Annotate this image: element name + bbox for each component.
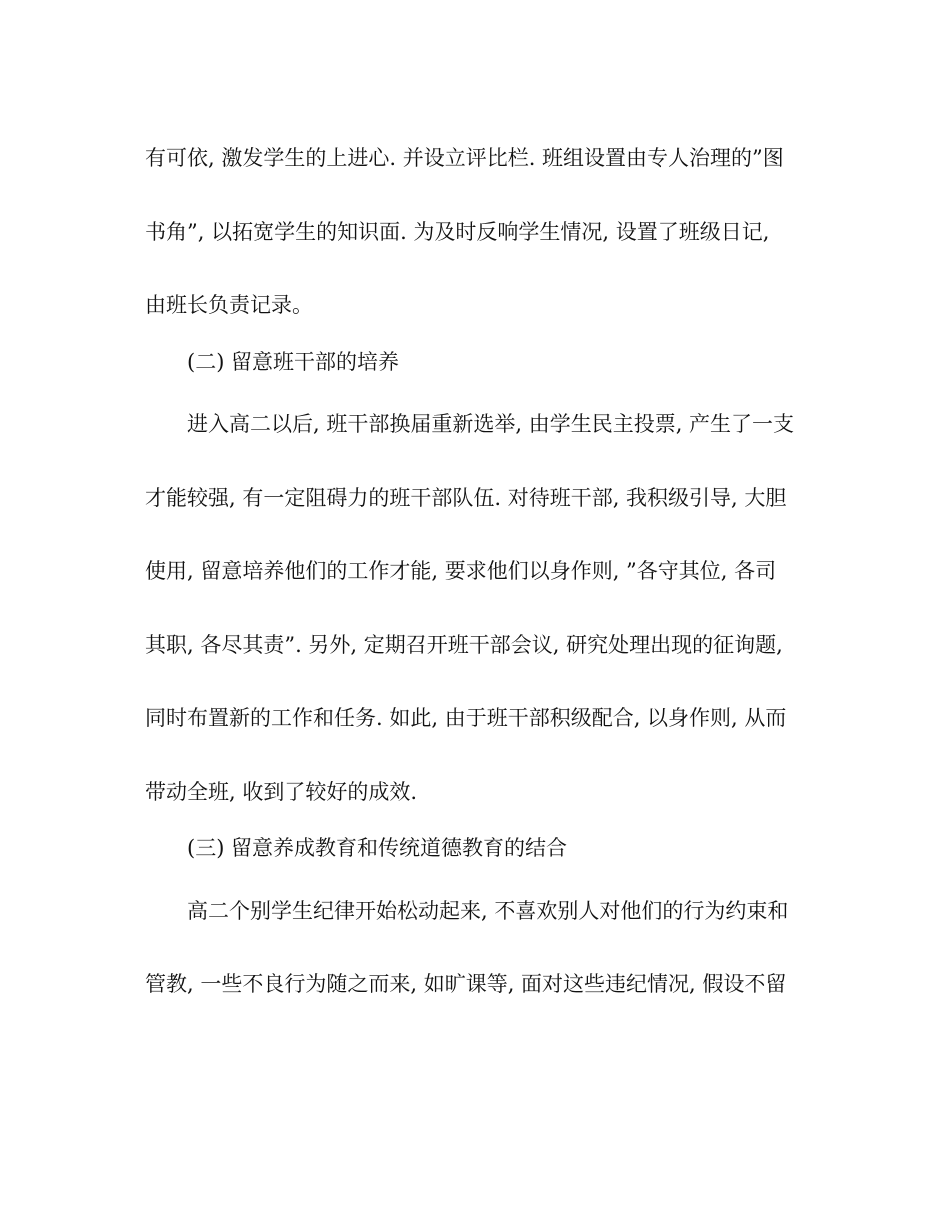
text-line: 进入高二以后, 班干部换届重新选举, 由学生民主投票, 产生了一支 — [187, 412, 795, 436]
text-line: 有可依, 激发学生的上进心. 并设立评比栏. 班组设置由专人治理的”图 — [145, 146, 784, 170]
section-heading: (二) 留意班干部的培养 — [187, 350, 400, 374]
text-line: 带动全班, 收到了较好的成效. — [145, 780, 418, 804]
text-line: 其职, 各尽其责”. 另外, 定期召开班干部会议, 研究处理出现的征询题, — [145, 633, 783, 657]
text-line: 由班长负责记录。 — [145, 293, 313, 317]
text-line: 管教, 一些不良行为随之而来, 如旷课等, 面对这些违纪情况, 假设不留 — [145, 972, 787, 996]
text-line: 书角”, 以拓宽学生的知识面. 为及时反响学生情况, 设置了班级日记, — [145, 220, 770, 244]
text-line: 同时布置新的工作和任务. 如此, 由于班干部积级配合, 以身作则, 从而 — [145, 706, 787, 730]
text-line: 高二个别学生纪律开始松动起来, 不喜欢别人对他们的行为约束和 — [187, 899, 789, 923]
section-heading: (三) 留意养成教育和传统道德教育的结合 — [187, 836, 568, 860]
text-line: 才能较强, 有一定阻碍力的班干部队伍. 对待班干部, 我积级引导, 大胆 — [145, 486, 787, 510]
text-line: 使用, 留意培养他们的工作才能, 要求他们以身作则, ”各守其位, 各司 — [145, 559, 777, 583]
